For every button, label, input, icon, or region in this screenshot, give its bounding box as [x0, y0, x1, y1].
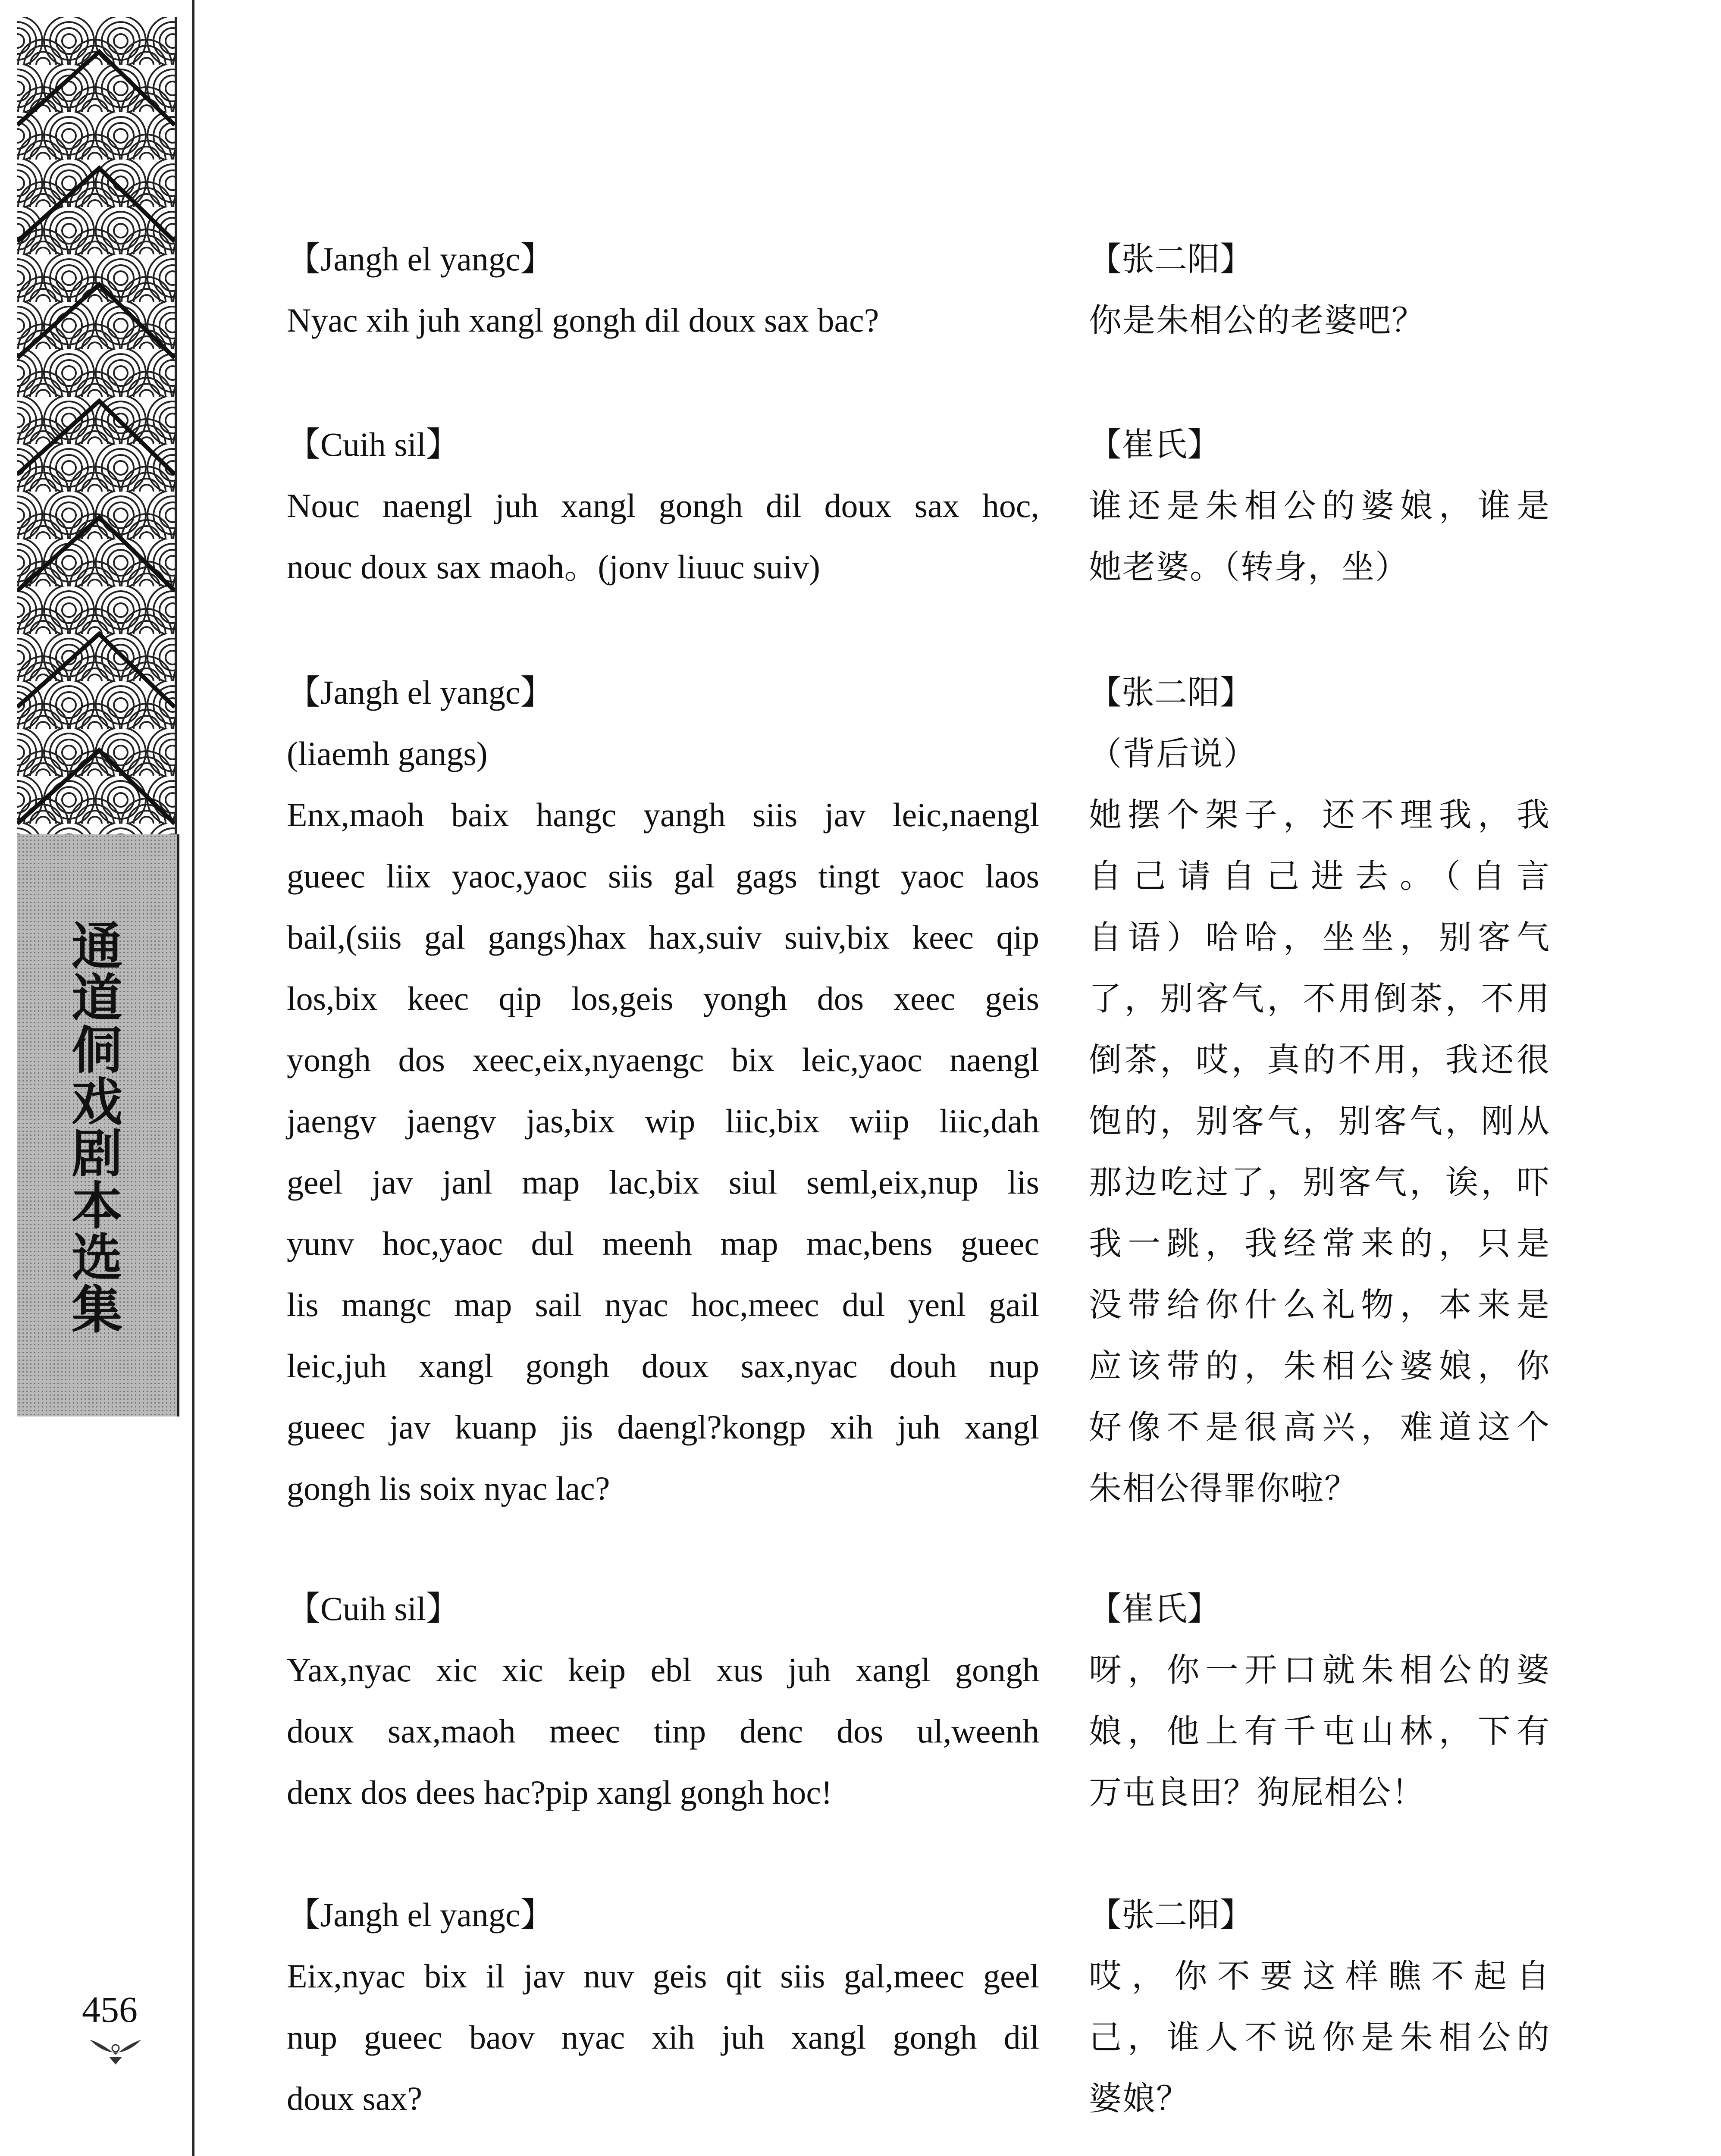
book-title-char: 通 [71, 916, 122, 976]
margin-rule [192, 0, 194, 2156]
book-title-char: 本 [71, 1175, 122, 1236]
book-title-char: 侗 [71, 1020, 122, 1080]
dialogue-line: 婆娘？ [1089, 2079, 1190, 2118]
speaker-name: 【Jangh el yangc】 [287, 674, 554, 711]
dialogue-line: 自己请自己进去。（自言 [1089, 857, 1550, 895]
dialogue-block [287, 1578, 1039, 1823]
speaker-name: 【Jangh el yangc】 [287, 240, 554, 278]
dialogue-block [287, 414, 1039, 598]
stage-direction: （背后说） [1089, 734, 1257, 773]
speaker-name: 【Cuih sil】 [287, 426, 460, 463]
dialogue-line: 应该带的，朱相公婆娘，你 [1089, 1347, 1550, 1385]
book-title-char: 选 [71, 1228, 122, 1288]
dialogue-line: bail,(siis gal gangs)hax hax,suiv suiv,bix keec qip [287, 918, 1039, 956]
dialogue-line: 她老婆。（转身，坐） [1089, 548, 1409, 586]
speaker-name: 【张二阳】 [1089, 673, 1253, 711]
dialogue-line: 倒茶，哎，真的不用，我还很 [1089, 1040, 1550, 1079]
dialogue-line: 你是朱相公的老婆吧？ [1089, 301, 1425, 339]
dialogue-line: 自语）哈哈，坐坐，别客气 [1089, 918, 1550, 956]
dialogue-line: los,bix keec qip los,geis yongh dos xeec geis [287, 980, 1039, 1017]
dialogue-block [1089, 1578, 1550, 1823]
dialogue-line: 朱相公得罪你啦？ [1089, 1469, 1358, 1507]
dialogue-line: gongh lis soix nyac lac? [287, 1470, 610, 1507]
dialogue-block [287, 229, 1039, 351]
dialogue-line: 己，谁人不说你是朱相公的 [1089, 2018, 1550, 2056]
dialogue-line: 好像不是很高兴，难道这个 [1089, 1408, 1550, 1446]
dialogue-line: yunv hoc,yaoc dul meenh map mac,bens gueec [287, 1225, 1039, 1262]
book-title-char: 剧 [71, 1124, 122, 1184]
page-number: 456 [82, 1989, 138, 2030]
dialogue-line: nup gueec baov nyac xih juh xangl gongh dil [287, 2018, 1039, 2056]
book-title [17, 916, 177, 1340]
dialogue-line: doux sax? [287, 2080, 423, 2117]
dialogue-line: lis mangc map sail nyac hoc,meec dul yenl gail [287, 1286, 1039, 1323]
dialogue-line: jaengv jaengv jas,bix wip liic,bix wiip liic,dah [287, 1102, 1039, 1140]
dialogue-line: Enx,maoh baix hangc yangh siis jav leic,naengl [287, 796, 1039, 834]
dialogue-line: 谁还是朱相公的婆娘，谁是 [1089, 486, 1550, 525]
dialogue-line: 了，别客气，不用倒茶，不用 [1089, 979, 1550, 1018]
dialogue-line: 那边吃过了，别客气，诶，吓 [1089, 1163, 1550, 1201]
dialogue-line: Nyac xih juh xangl gongh dil doux sax bac? [287, 301, 879, 339]
speaker-name: 【张二阳】 [1089, 1896, 1253, 1934]
speaker-name: 【Cuih sil】 [287, 1590, 460, 1627]
dialogue-line: 没带给你什么礼物，本来是 [1089, 1285, 1550, 1324]
dialogue-line: 我一跳，我经常来的，只是 [1089, 1224, 1550, 1263]
speaker-name: 【崔氏】 [1089, 425, 1220, 464]
dialogue-block [287, 1884, 1039, 2129]
dialogue-line: gueec jav kuanp jis daengl?kongp xih juh xangl [287, 1408, 1039, 1446]
dialogue-line: gueec liix yaoc,yaoc siis gal gags tingt yaoc laos [287, 857, 1039, 895]
speaker-name: 【张二阳】 [1089, 240, 1253, 278]
dialogue-line: 万屯良田？狗屁相公！ [1089, 1773, 1425, 1811]
dialogue-line: yongh dos xeec,eix,nyaengc bix leic,yaoc naengl [287, 1041, 1039, 1078]
dialogue-line: geel jav janl map lac,bix siul seml,eix,nup lis [287, 1163, 1039, 1201]
dialogue-line: denx dos dees hac?pip xangl gongh hoc! [287, 1774, 832, 1811]
dialogue-block [1089, 229, 1550, 351]
dialogue-line: leic,juh xangl gongh doux sax,nyac douh nup [287, 1347, 1039, 1385]
dialogue-line: nouc doux sax maoh。(jonv liuuc suiv) [287, 548, 820, 586]
stage-direction: (liaemh gangs) [287, 735, 488, 772]
dialogue-line: 她摆个架子，还不理我，我 [1089, 796, 1550, 834]
dialogue-block [1089, 1884, 1550, 2129]
speaker-name: 【崔氏】 [1089, 1589, 1220, 1628]
ornament-icon [85, 2035, 146, 2065]
dialogue-line: doux sax,maoh meec tinp denc dos ul,weenh [287, 1712, 1039, 1750]
dialogue-line: 饱的，别客气，别客气，刚从 [1089, 1102, 1550, 1140]
dialogue-line: Yax,nyac xic xic keip ebl xus juh xangl gongh [287, 1651, 1039, 1689]
speaker-name: 【Jangh el yangc】 [287, 1896, 554, 1934]
dialogue-block [1089, 662, 1550, 1519]
dialogue-line: 娘，他上有千屯山林，下有 [1089, 1712, 1550, 1750]
dialogue-line: Nouc naengl juh xangl gongh dil doux sax hoc, [287, 487, 1039, 524]
book-title-char: 集 [71, 1279, 122, 1340]
title-band [17, 834, 179, 1416]
dialogue-line: Eix,nyac bix il jav nuv geis qit siis gal,meec geel [287, 1957, 1039, 1995]
dialogue-block [287, 662, 1039, 1519]
decorative-margin-pattern [17, 17, 177, 837]
dialogue-line: 呀，你一开口就朱相公的婆 [1089, 1651, 1550, 1689]
dialogue-line: 哎，你不要这样瞧不起自 [1089, 1957, 1550, 1995]
book-title-char: 戏 [71, 1072, 122, 1132]
book-title-char: 道 [71, 968, 122, 1028]
dialogue-block [1089, 414, 1550, 598]
